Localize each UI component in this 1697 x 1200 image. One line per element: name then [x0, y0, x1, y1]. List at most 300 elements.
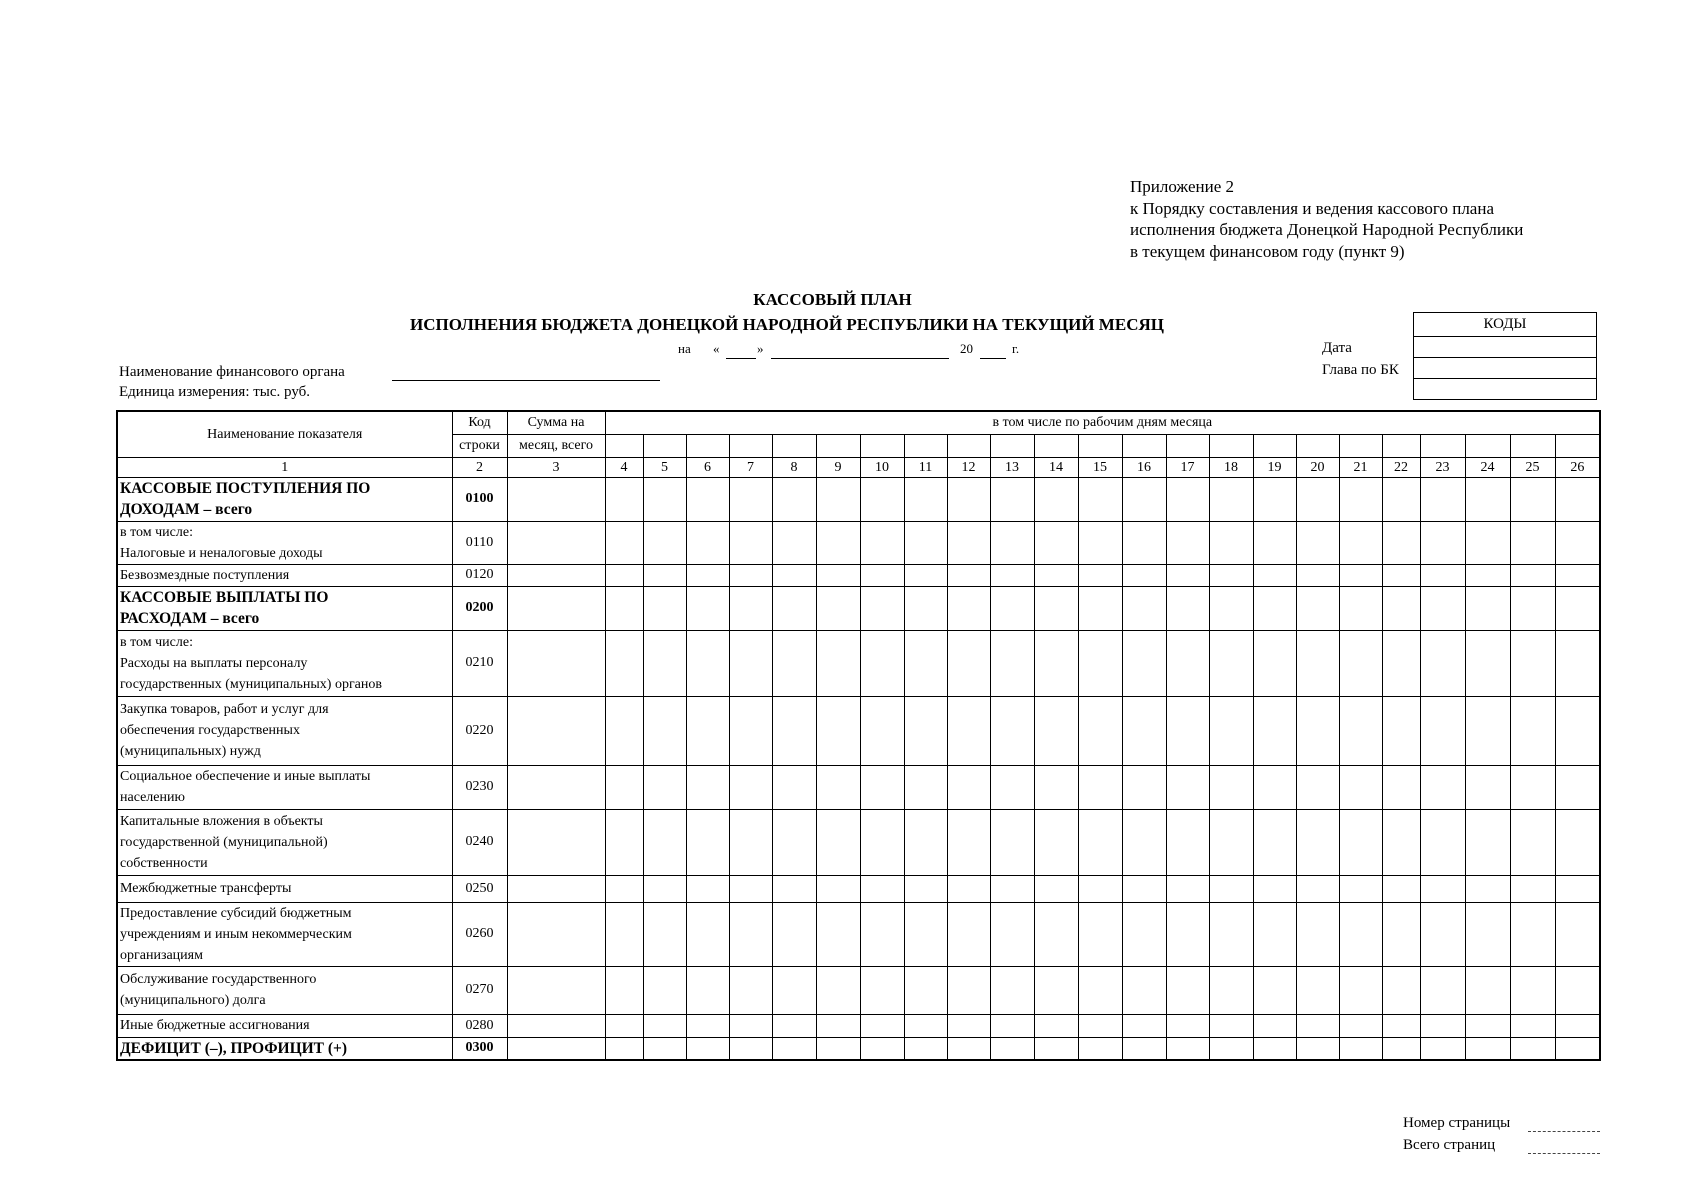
day-amount-cell[interactable]: [1034, 809, 1078, 875]
day-amount-cell[interactable]: [643, 696, 686, 765]
month-total-cell[interactable]: [507, 1037, 605, 1060]
day-amount-cell[interactable]: [1510, 630, 1555, 696]
day-amount-cell[interactable]: [990, 477, 1034, 521]
day-amount-cell[interactable]: [1339, 696, 1382, 765]
day-amount-cell[interactable]: [1510, 477, 1555, 521]
day-amount-cell[interactable]: [1339, 765, 1382, 809]
day-amount-cell[interactable]: [1078, 696, 1122, 765]
day-amount-cell[interactable]: [904, 630, 947, 696]
day-amount-cell[interactable]: [1122, 630, 1166, 696]
day-amount-cell[interactable]: [643, 477, 686, 521]
day-amount-cell[interactable]: [1465, 902, 1510, 966]
day-amount-cell[interactable]: [1253, 902, 1296, 966]
day-amount-cell[interactable]: [947, 630, 990, 696]
day-amount-cell[interactable]: [816, 477, 860, 521]
day-amount-cell[interactable]: [1510, 765, 1555, 809]
day-amount-cell[interactable]: [605, 564, 643, 586]
day-amount-cell[interactable]: [1209, 1014, 1253, 1037]
day-amount-cell[interactable]: [1253, 586, 1296, 630]
day-amount-cell[interactable]: [1510, 696, 1555, 765]
month-total-cell[interactable]: [507, 809, 605, 875]
day-amount-cell[interactable]: [686, 696, 729, 765]
day-amount-cell[interactable]: [1465, 966, 1510, 1014]
day-amount-cell[interactable]: [1555, 765, 1600, 809]
day-amount-cell[interactable]: [860, 809, 904, 875]
day-amount-cell[interactable]: [686, 966, 729, 1014]
day-amount-cell[interactable]: [1296, 477, 1339, 521]
day-amount-cell[interactable]: [605, 477, 643, 521]
day-amount-cell[interactable]: [904, 966, 947, 1014]
day-amount-cell[interactable]: [729, 586, 772, 630]
day-amount-cell[interactable]: [1296, 564, 1339, 586]
day-amount-cell[interactable]: [1339, 966, 1382, 1014]
day-amount-cell[interactable]: [816, 902, 860, 966]
day-amount-cell[interactable]: [860, 586, 904, 630]
day-amount-cell[interactable]: [605, 630, 643, 696]
day-amount-cell[interactable]: [1253, 630, 1296, 696]
day-amount-cell[interactable]: [1382, 902, 1420, 966]
day-amount-cell[interactable]: [1078, 564, 1122, 586]
day-amount-cell[interactable]: [990, 966, 1034, 1014]
day-amount-cell[interactable]: [1510, 586, 1555, 630]
day-amount-cell[interactable]: [1382, 696, 1420, 765]
day-amount-cell[interactable]: [1253, 1037, 1296, 1060]
day-amount-cell[interactable]: [605, 875, 643, 902]
day-amount-cell[interactable]: [990, 521, 1034, 564]
day-amount-cell[interactable]: [860, 477, 904, 521]
day-amount-cell[interactable]: [816, 696, 860, 765]
day-amount-cell[interactable]: [605, 1014, 643, 1037]
day-amount-cell[interactable]: [1078, 521, 1122, 564]
day-amount-cell[interactable]: [1253, 875, 1296, 902]
day-amount-cell[interactable]: [860, 1014, 904, 1037]
day-amount-cell[interactable]: [729, 966, 772, 1014]
day-amount-cell[interactable]: [1382, 564, 1420, 586]
day-amount-cell[interactable]: [686, 477, 729, 521]
day-amount-cell[interactable]: [860, 1037, 904, 1060]
day-amount-cell[interactable]: [1166, 630, 1209, 696]
day-amount-cell[interactable]: [1166, 875, 1209, 902]
day-amount-cell[interactable]: [1034, 564, 1078, 586]
day-amount-cell[interactable]: [1510, 809, 1555, 875]
day-amount-cell[interactable]: [1382, 966, 1420, 1014]
day-amount-cell[interactable]: [1296, 902, 1339, 966]
day-amount-cell[interactable]: [1465, 564, 1510, 586]
day-amount-cell[interactable]: [1296, 586, 1339, 630]
day-amount-cell[interactable]: [643, 521, 686, 564]
day-amount-cell[interactable]: [947, 477, 990, 521]
month-total-cell[interactable]: [507, 966, 605, 1014]
day-amount-cell[interactable]: [1078, 765, 1122, 809]
day-amount-cell[interactable]: [1510, 521, 1555, 564]
day-amount-cell[interactable]: [860, 630, 904, 696]
day-amount-cell[interactable]: [1420, 875, 1465, 902]
day-amount-cell[interactable]: [1078, 902, 1122, 966]
day-amount-cell[interactable]: [1078, 1014, 1122, 1037]
day-amount-cell[interactable]: [1166, 477, 1209, 521]
day-field[interactable]: [726, 358, 756, 359]
day-amount-cell[interactable]: [772, 1037, 816, 1060]
day-amount-cell[interactable]: [772, 875, 816, 902]
day-amount-cell[interactable]: [1122, 1014, 1166, 1037]
day-amount-cell[interactable]: [1034, 696, 1078, 765]
day-amount-cell[interactable]: [904, 521, 947, 564]
day-amount-cell[interactable]: [729, 902, 772, 966]
day-amount-cell[interactable]: [1253, 1014, 1296, 1037]
day-amount-cell[interactable]: [1166, 696, 1209, 765]
day-amount-cell[interactable]: [1382, 809, 1420, 875]
day-amount-cell[interactable]: [1034, 875, 1078, 902]
day-amount-cell[interactable]: [729, 765, 772, 809]
day-amount-cell[interactable]: [1339, 586, 1382, 630]
day-amount-cell[interactable]: [1382, 477, 1420, 521]
day-amount-cell[interactable]: [904, 902, 947, 966]
day-amount-cell[interactable]: [1420, 696, 1465, 765]
day-amount-cell[interactable]: [947, 765, 990, 809]
day-amount-cell[interactable]: [1339, 902, 1382, 966]
day-amount-cell[interactable]: [772, 586, 816, 630]
day-amount-cell[interactable]: [947, 1014, 990, 1037]
day-amount-cell[interactable]: [1382, 586, 1420, 630]
day-amount-cell[interactable]: [1510, 1037, 1555, 1060]
month-total-cell[interactable]: [507, 564, 605, 586]
day-amount-cell[interactable]: [686, 586, 729, 630]
day-amount-cell[interactable]: [904, 875, 947, 902]
day-amount-cell[interactable]: [643, 564, 686, 586]
day-amount-cell[interactable]: [1339, 564, 1382, 586]
day-amount-cell[interactable]: [1078, 630, 1122, 696]
day-amount-cell[interactable]: [1510, 902, 1555, 966]
day-amount-cell[interactable]: [1296, 1014, 1339, 1037]
day-amount-cell[interactable]: [1382, 630, 1420, 696]
day-amount-cell[interactable]: [1296, 696, 1339, 765]
day-amount-cell[interactable]: [1465, 696, 1510, 765]
day-amount-cell[interactable]: [1034, 586, 1078, 630]
day-amount-cell[interactable]: [990, 564, 1034, 586]
day-amount-cell[interactable]: [1555, 564, 1600, 586]
day-amount-cell[interactable]: [1253, 521, 1296, 564]
day-amount-cell[interactable]: [772, 765, 816, 809]
day-amount-cell[interactable]: [772, 1014, 816, 1037]
day-amount-cell[interactable]: [1253, 765, 1296, 809]
day-amount-cell[interactable]: [1420, 630, 1465, 696]
day-amount-cell[interactable]: [860, 902, 904, 966]
day-amount-cell[interactable]: [643, 1014, 686, 1037]
day-amount-cell[interactable]: [1034, 966, 1078, 1014]
day-amount-cell[interactable]: [1555, 875, 1600, 902]
day-amount-cell[interactable]: [686, 902, 729, 966]
month-total-cell[interactable]: [507, 1014, 605, 1037]
day-amount-cell[interactable]: [990, 765, 1034, 809]
day-amount-cell[interactable]: [1253, 477, 1296, 521]
day-amount-cell[interactable]: [643, 1037, 686, 1060]
day-amount-cell[interactable]: [990, 902, 1034, 966]
day-amount-cell[interactable]: [1253, 809, 1296, 875]
finance-organ-field[interactable]: [392, 380, 660, 381]
day-amount-cell[interactable]: [1339, 1037, 1382, 1060]
day-amount-cell[interactable]: [1253, 564, 1296, 586]
day-amount-cell[interactable]: [990, 586, 1034, 630]
day-amount-cell[interactable]: [816, 765, 860, 809]
day-amount-cell[interactable]: [947, 875, 990, 902]
day-amount-cell[interactable]: [1555, 902, 1600, 966]
month-field[interactable]: [771, 358, 949, 359]
day-amount-cell[interactable]: [1078, 586, 1122, 630]
day-amount-cell[interactable]: [1465, 477, 1510, 521]
day-amount-cell[interactable]: [1122, 586, 1166, 630]
day-amount-cell[interactable]: [643, 586, 686, 630]
day-amount-cell[interactable]: [1420, 586, 1465, 630]
day-amount-cell[interactable]: [1296, 966, 1339, 1014]
day-amount-cell[interactable]: [1166, 966, 1209, 1014]
day-amount-cell[interactable]: [990, 875, 1034, 902]
day-amount-cell[interactable]: [772, 564, 816, 586]
day-amount-cell[interactable]: [1465, 521, 1510, 564]
day-amount-cell[interactable]: [1034, 477, 1078, 521]
day-amount-cell[interactable]: [904, 696, 947, 765]
day-amount-cell[interactable]: [605, 765, 643, 809]
day-amount-cell[interactable]: [1555, 1037, 1600, 1060]
day-amount-cell[interactable]: [605, 1037, 643, 1060]
day-amount-cell[interactable]: [947, 966, 990, 1014]
day-amount-cell[interactable]: [860, 696, 904, 765]
year-field[interactable]: [980, 358, 1006, 359]
day-amount-cell[interactable]: [1122, 696, 1166, 765]
day-amount-cell[interactable]: [1420, 1014, 1465, 1037]
day-amount-cell[interactable]: [1078, 966, 1122, 1014]
day-amount-cell[interactable]: [1209, 875, 1253, 902]
chapter-code-cell[interactable]: [1414, 358, 1597, 379]
day-amount-cell[interactable]: [990, 1014, 1034, 1037]
day-amount-cell[interactable]: [643, 966, 686, 1014]
day-amount-cell[interactable]: [729, 477, 772, 521]
day-amount-cell[interactable]: [1209, 696, 1253, 765]
day-amount-cell[interactable]: [729, 809, 772, 875]
day-amount-cell[interactable]: [904, 1014, 947, 1037]
day-amount-cell[interactable]: [1034, 765, 1078, 809]
day-amount-cell[interactable]: [1339, 809, 1382, 875]
day-amount-cell[interactable]: [1078, 875, 1122, 902]
day-amount-cell[interactable]: [947, 1037, 990, 1060]
day-amount-cell[interactable]: [643, 809, 686, 875]
day-amount-cell[interactable]: [1555, 809, 1600, 875]
month-total-cell[interactable]: [507, 765, 605, 809]
day-amount-cell[interactable]: [990, 1037, 1034, 1060]
day-amount-cell[interactable]: [1209, 586, 1253, 630]
day-amount-cell[interactable]: [904, 477, 947, 521]
day-amount-cell[interactable]: [1296, 875, 1339, 902]
total-pages-field[interactable]: [1528, 1153, 1600, 1154]
day-amount-cell[interactable]: [1420, 809, 1465, 875]
month-total-cell[interactable]: [507, 902, 605, 966]
day-amount-cell[interactable]: [1339, 1014, 1382, 1037]
day-amount-cell[interactable]: [1122, 875, 1166, 902]
day-amount-cell[interactable]: [816, 809, 860, 875]
day-amount-cell[interactable]: [1209, 966, 1253, 1014]
day-amount-cell[interactable]: [947, 902, 990, 966]
day-amount-cell[interactable]: [904, 586, 947, 630]
day-amount-cell[interactable]: [1555, 477, 1600, 521]
day-amount-cell[interactable]: [1209, 765, 1253, 809]
day-amount-cell[interactable]: [1296, 521, 1339, 564]
day-amount-cell[interactable]: [860, 875, 904, 902]
day-amount-cell[interactable]: [947, 521, 990, 564]
day-amount-cell[interactable]: [1122, 521, 1166, 564]
day-amount-cell[interactable]: [904, 564, 947, 586]
day-amount-cell[interactable]: [860, 966, 904, 1014]
day-amount-cell[interactable]: [643, 630, 686, 696]
day-amount-cell[interactable]: [729, 875, 772, 902]
day-amount-cell[interactable]: [816, 1037, 860, 1060]
month-total-cell[interactable]: [507, 586, 605, 630]
day-amount-cell[interactable]: [860, 521, 904, 564]
day-amount-cell[interactable]: [1034, 1014, 1078, 1037]
day-amount-cell[interactable]: [1420, 521, 1465, 564]
day-amount-cell[interactable]: [1382, 521, 1420, 564]
day-amount-cell[interactable]: [1034, 902, 1078, 966]
day-amount-cell[interactable]: [1465, 1037, 1510, 1060]
day-amount-cell[interactable]: [1078, 477, 1122, 521]
day-amount-cell[interactable]: [1420, 902, 1465, 966]
day-amount-cell[interactable]: [1209, 564, 1253, 586]
day-amount-cell[interactable]: [1209, 477, 1253, 521]
day-amount-cell[interactable]: [605, 586, 643, 630]
day-amount-cell[interactable]: [1209, 809, 1253, 875]
day-amount-cell[interactable]: [816, 630, 860, 696]
day-amount-cell[interactable]: [1555, 1014, 1600, 1037]
day-amount-cell[interactable]: [1296, 630, 1339, 696]
day-amount-cell[interactable]: [1339, 875, 1382, 902]
day-amount-cell[interactable]: [816, 521, 860, 564]
day-amount-cell[interactable]: [1420, 966, 1465, 1014]
day-amount-cell[interactable]: [904, 1037, 947, 1060]
day-amount-cell[interactable]: [1209, 521, 1253, 564]
day-amount-cell[interactable]: [1122, 477, 1166, 521]
date-code-cell[interactable]: [1414, 337, 1597, 358]
month-total-cell[interactable]: [507, 696, 605, 765]
day-amount-cell[interactable]: [686, 630, 729, 696]
day-amount-cell[interactable]: [643, 875, 686, 902]
day-amount-cell[interactable]: [1510, 1014, 1555, 1037]
day-amount-cell[interactable]: [729, 696, 772, 765]
day-amount-cell[interactable]: [1465, 1014, 1510, 1037]
day-amount-cell[interactable]: [1122, 765, 1166, 809]
day-amount-cell[interactable]: [772, 902, 816, 966]
day-amount-cell[interactable]: [816, 586, 860, 630]
day-amount-cell[interactable]: [1465, 586, 1510, 630]
day-amount-cell[interactable]: [1209, 902, 1253, 966]
day-amount-cell[interactable]: [1078, 809, 1122, 875]
day-amount-cell[interactable]: [1465, 630, 1510, 696]
day-amount-cell[interactable]: [729, 1014, 772, 1037]
day-amount-cell[interactable]: [1510, 564, 1555, 586]
month-total-cell[interactable]: [507, 521, 605, 564]
day-amount-cell[interactable]: [1166, 564, 1209, 586]
day-amount-cell[interactable]: [772, 966, 816, 1014]
day-amount-cell[interactable]: [1166, 586, 1209, 630]
day-amount-cell[interactable]: [686, 1037, 729, 1060]
day-amount-cell[interactable]: [947, 696, 990, 765]
day-amount-cell[interactable]: [904, 765, 947, 809]
day-amount-cell[interactable]: [686, 564, 729, 586]
day-amount-cell[interactable]: [605, 521, 643, 564]
day-amount-cell[interactable]: [1555, 586, 1600, 630]
day-amount-cell[interactable]: [1339, 477, 1382, 521]
day-amount-cell[interactable]: [816, 875, 860, 902]
day-amount-cell[interactable]: [1555, 630, 1600, 696]
day-amount-cell[interactable]: [1555, 696, 1600, 765]
day-amount-cell[interactable]: [990, 809, 1034, 875]
day-amount-cell[interactable]: [772, 696, 816, 765]
day-amount-cell[interactable]: [1166, 521, 1209, 564]
day-amount-cell[interactable]: [947, 586, 990, 630]
day-amount-cell[interactable]: [947, 809, 990, 875]
day-amount-cell[interactable]: [1253, 696, 1296, 765]
day-amount-cell[interactable]: [1420, 477, 1465, 521]
day-amount-cell[interactable]: [1382, 765, 1420, 809]
day-amount-cell[interactable]: [1420, 765, 1465, 809]
day-amount-cell[interactable]: [1296, 765, 1339, 809]
day-amount-cell[interactable]: [729, 1037, 772, 1060]
day-amount-cell[interactable]: [1465, 809, 1510, 875]
day-amount-cell[interactable]: [1253, 966, 1296, 1014]
day-amount-cell[interactable]: [772, 521, 816, 564]
day-amount-cell[interactable]: [1296, 809, 1339, 875]
day-amount-cell[interactable]: [686, 1014, 729, 1037]
day-amount-cell[interactable]: [1382, 1037, 1420, 1060]
day-amount-cell[interactable]: [686, 765, 729, 809]
day-amount-cell[interactable]: [947, 564, 990, 586]
day-amount-cell[interactable]: [860, 765, 904, 809]
day-amount-cell[interactable]: [1555, 966, 1600, 1014]
day-amount-cell[interactable]: [1166, 902, 1209, 966]
day-amount-cell[interactable]: [686, 809, 729, 875]
day-amount-cell[interactable]: [686, 521, 729, 564]
day-amount-cell[interactable]: [1034, 521, 1078, 564]
month-total-cell[interactable]: [507, 477, 605, 521]
day-amount-cell[interactable]: [1078, 1037, 1122, 1060]
day-amount-cell[interactable]: [1510, 966, 1555, 1014]
day-amount-cell[interactable]: [1122, 1037, 1166, 1060]
day-amount-cell[interactable]: [1420, 1037, 1465, 1060]
day-amount-cell[interactable]: [605, 696, 643, 765]
day-amount-cell[interactable]: [1122, 966, 1166, 1014]
day-amount-cell[interactable]: [1209, 630, 1253, 696]
day-amount-cell[interactable]: [729, 521, 772, 564]
day-amount-cell[interactable]: [1296, 1037, 1339, 1060]
day-amount-cell[interactable]: [729, 630, 772, 696]
day-amount-cell[interactable]: [1382, 1014, 1420, 1037]
day-amount-cell[interactable]: [990, 630, 1034, 696]
day-amount-cell[interactable]: [816, 564, 860, 586]
day-amount-cell[interactable]: [1034, 1037, 1078, 1060]
day-amount-cell[interactable]: [1339, 521, 1382, 564]
day-amount-cell[interactable]: [772, 477, 816, 521]
day-amount-cell[interactable]: [772, 809, 816, 875]
day-amount-cell[interactable]: [1166, 765, 1209, 809]
day-amount-cell[interactable]: [1122, 809, 1166, 875]
day-amount-cell[interactable]: [605, 902, 643, 966]
day-amount-cell[interactable]: [904, 809, 947, 875]
day-amount-cell[interactable]: [1555, 521, 1600, 564]
day-amount-cell[interactable]: [605, 966, 643, 1014]
page-number-field[interactable]: [1528, 1131, 1600, 1132]
day-amount-cell[interactable]: [1510, 875, 1555, 902]
day-amount-cell[interactable]: [816, 966, 860, 1014]
day-amount-cell[interactable]: [643, 765, 686, 809]
extra-code-cell[interactable]: [1414, 379, 1597, 400]
day-amount-cell[interactable]: [1166, 1037, 1209, 1060]
